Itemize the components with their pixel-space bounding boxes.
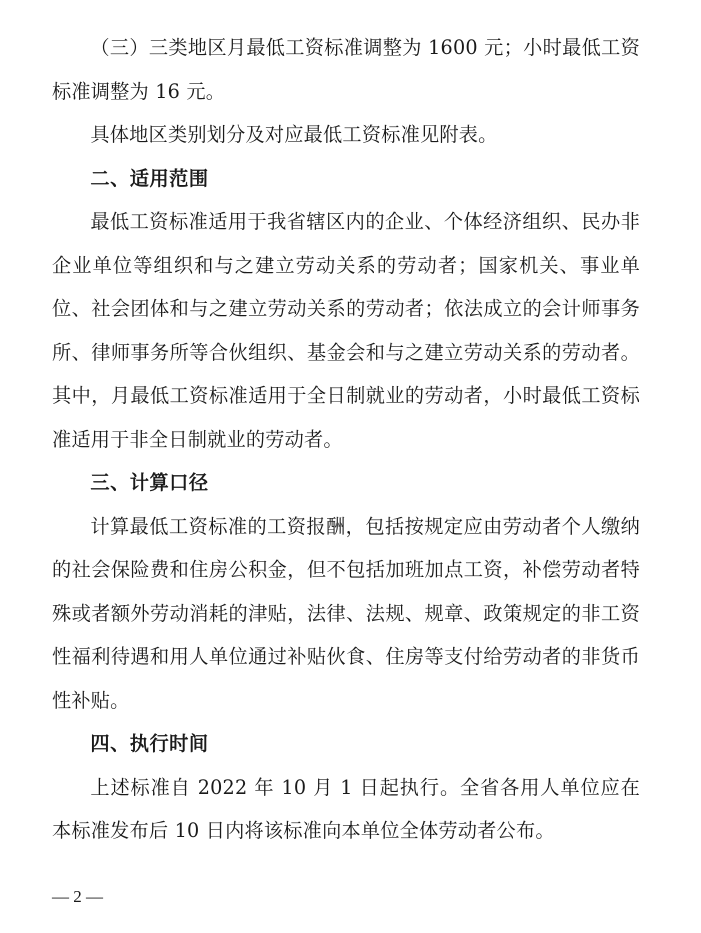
paragraph-region-appendix: 具体地区类别划分及对应最低工资标准见附表。 — [90, 123, 498, 146]
page-number: — 2 — — [52, 887, 103, 906]
paragraph-effective-date: 上述标准自 2022 年 10 月 1 日起执行。全省各用人单位应在本标准发布后 10 日内将该标准向本单位全体劳动者公布。 — [52, 775, 640, 842]
section-heading-calculation: 三、计算口径 — [90, 471, 209, 494]
paragraph-class-three-standard: （三）三类地区月最低工资标准调整为 1600 元；小时最低工资标准调整为 16 元。 — [52, 36, 640, 103]
section-heading-scope: 二、适用范围 — [90, 166, 209, 190]
section-heading-effective-date: 四、执行时间 — [90, 732, 209, 755]
paragraph-calculation: 计算最低工资标准的工资报酬，包括按规定应由劳动者个人缴纳的社会保险费和住房公积金，但不包括加班加点工资，补偿劳动者特殊或者额外劳动消耗的津贴，法律、法规、规章、政策规定的非工资性福利待遇和用人单位通过补贴伙食、住房等支付给劳动者的非货币性补贴。 — [52, 514, 640, 712]
document-body — [52, 26, 640, 853]
paragraph-scope: 最低工资标准适用于我省辖区内的企业、个体经济组织、民办非企业单位等组织和与之建立劳动关系的劳动者；国家机关、事业单位、社会团体和与之建立劳动关系的劳动者；依法成立的会计师事务所、律师事务所等合伙组织、基金会和与之建立劳动关系的劳动者。其中，月最低工资标准适用于全日制就业的劳动者，小时最低工资标准适用于非全日制就业的劳动者。 — [52, 210, 640, 451]
